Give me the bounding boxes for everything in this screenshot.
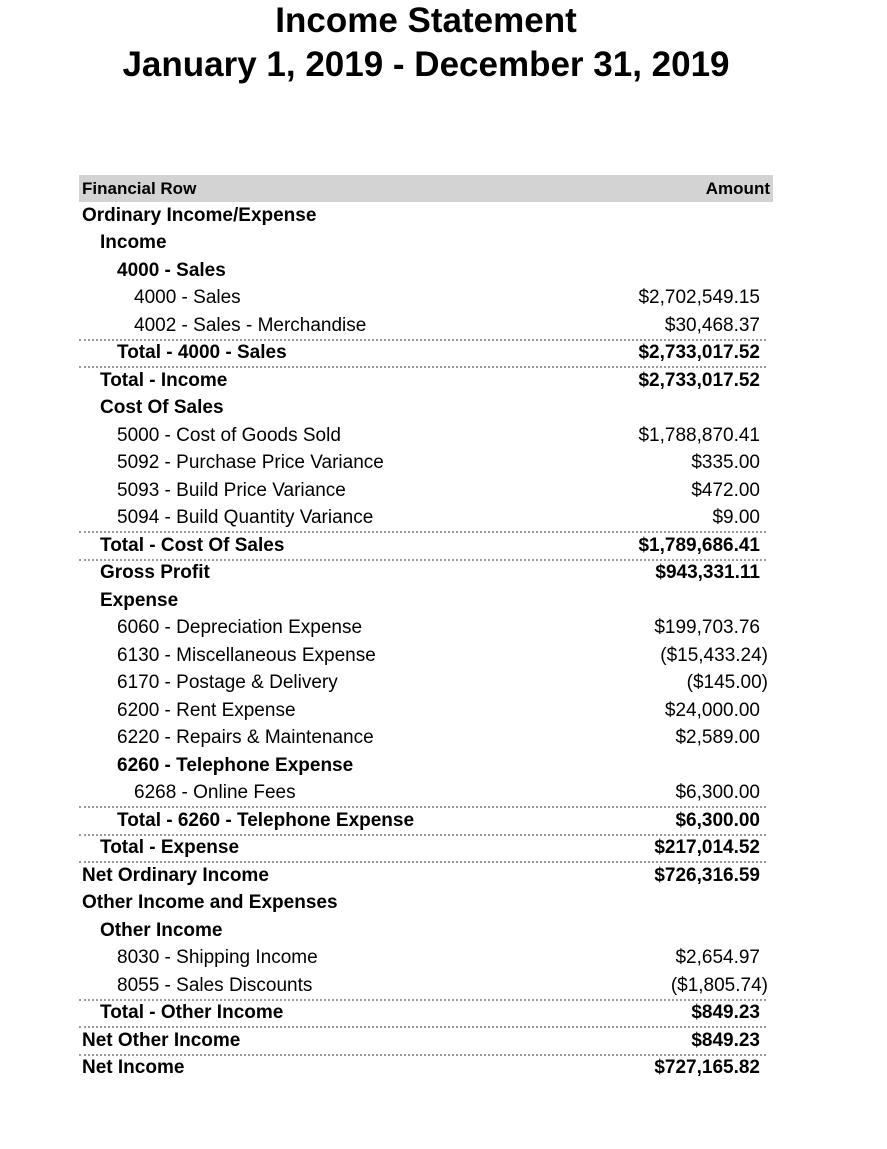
row-label: 6220 - Repairs & Maintenance bbox=[117, 727, 374, 749]
table-body bbox=[79, 202, 773, 1082]
row-amount: $6,300.00 bbox=[675, 782, 760, 804]
row-amount: $24,000.00 bbox=[664, 699, 760, 721]
row-amount: $30,468.37 bbox=[664, 314, 760, 336]
row-label: Total - 6260 - Telephone Expense bbox=[117, 809, 415, 831]
row-amount: $217,014.52 bbox=[654, 837, 760, 859]
table-row bbox=[79, 1027, 773, 1055]
row-label: Expense bbox=[100, 589, 179, 611]
row-label: 4000 - Sales bbox=[117, 259, 226, 281]
table-row bbox=[79, 670, 773, 698]
row-amount: ($1,805.74) bbox=[670, 974, 768, 996]
table-row bbox=[79, 560, 773, 588]
report-title: Income Statement bbox=[275, 1, 577, 40]
row-label: Gross Profit bbox=[100, 562, 210, 584]
table-row bbox=[79, 890, 773, 918]
table-row bbox=[79, 945, 773, 973]
row-label: 6170 - Postage & Delivery bbox=[117, 672, 338, 694]
table-row bbox=[79, 615, 773, 643]
table-row bbox=[79, 505, 773, 533]
column-header-financial-row: Financial Row bbox=[82, 178, 197, 198]
table-header bbox=[79, 175, 773, 202]
row-amount: $2,733,017.52 bbox=[638, 369, 760, 391]
row-label: 5000 - Cost of Goods Sold bbox=[117, 424, 341, 446]
row-amount: $199,703.76 bbox=[654, 617, 760, 639]
row-label: Other Income bbox=[100, 919, 223, 941]
row-label: Net Ordinary Income bbox=[82, 864, 269, 886]
table-row bbox=[79, 395, 773, 423]
table-row bbox=[79, 807, 773, 835]
row-label: Total - 4000 - Sales bbox=[117, 342, 287, 364]
row-amount: $2,702,549.15 bbox=[638, 287, 760, 309]
row-label: 6268 - Online Fees bbox=[134, 782, 296, 804]
row-amount: $2,654.97 bbox=[675, 947, 760, 969]
table-row bbox=[79, 917, 773, 945]
table-row bbox=[79, 780, 773, 808]
row-label: 5092 - Purchase Price Variance bbox=[117, 452, 384, 474]
row-label: 6060 - Depreciation Expense bbox=[117, 617, 363, 639]
row-label: 4002 - Sales - Merchandise bbox=[134, 314, 367, 336]
row-label: Total - Cost Of Sales bbox=[100, 534, 285, 556]
table-row bbox=[79, 835, 773, 863]
row-label: Other Income and Expenses bbox=[82, 892, 338, 914]
row-label: 4000 - Sales bbox=[134, 287, 241, 309]
row-amount: $849.23 bbox=[691, 1002, 760, 1024]
row-label: Total - Other Income bbox=[100, 1002, 284, 1024]
row-label: 8055 - Sales Discounts bbox=[117, 974, 313, 996]
report-period: January 1, 2019 - December 31, 2019 bbox=[122, 45, 730, 84]
row-amount: $472.00 bbox=[691, 479, 760, 501]
table-row bbox=[79, 257, 773, 285]
row-amount: $335.00 bbox=[691, 452, 760, 474]
table-row bbox=[79, 422, 773, 450]
table-row bbox=[79, 450, 773, 478]
row-label: Cost Of Sales bbox=[100, 397, 224, 419]
row-label: Total - Income bbox=[100, 369, 228, 391]
table-row bbox=[79, 477, 773, 505]
table-row bbox=[79, 587, 773, 615]
table-row bbox=[79, 752, 773, 780]
table-row bbox=[79, 1000, 773, 1028]
table-row bbox=[79, 862, 773, 890]
row-label: 5093 - Build Price Variance bbox=[117, 479, 346, 501]
row-amount: $1,789,686.41 bbox=[638, 534, 760, 556]
row-label: 5094 - Build Quantity Variance bbox=[117, 507, 374, 529]
row-amount: ($145.00) bbox=[686, 672, 768, 694]
row-label: 6130 - Miscellaneous Expense bbox=[117, 644, 376, 666]
income-statement-table bbox=[79, 175, 773, 1082]
row-amount: ($15,433.24) bbox=[660, 644, 768, 666]
row-amount: $2,733,017.52 bbox=[638, 342, 760, 364]
table-row bbox=[79, 697, 773, 725]
row-label: Ordinary Income/Expense bbox=[82, 204, 317, 226]
row-amount: $6,300.00 bbox=[675, 809, 760, 831]
row-amount: $726,316.59 bbox=[654, 864, 760, 886]
row-label: Net Income bbox=[82, 1057, 185, 1079]
row-amount: $849.23 bbox=[691, 1029, 760, 1051]
table-row bbox=[79, 972, 773, 1000]
table-row bbox=[79, 230, 773, 258]
row-amount: $9.00 bbox=[712, 507, 760, 529]
table-row bbox=[79, 202, 773, 230]
row-label: Total - Expense bbox=[100, 837, 240, 859]
row-amount: $943,331.11 bbox=[655, 562, 760, 584]
row-amount: $1,788,870.41 bbox=[638, 424, 760, 446]
table-row bbox=[79, 312, 773, 340]
column-header-amount: Amount bbox=[705, 178, 770, 198]
table-row bbox=[79, 285, 773, 313]
table-row bbox=[79, 532, 773, 560]
row-label: 6200 - Rent Expense bbox=[117, 699, 296, 721]
row-label: Income bbox=[100, 232, 167, 254]
table-row bbox=[79, 1055, 773, 1083]
table-row bbox=[79, 367, 773, 395]
row-label: Net Other Income bbox=[82, 1029, 241, 1051]
table-row bbox=[79, 642, 773, 670]
table-row bbox=[79, 340, 773, 368]
row-label: 6260 - Telephone Expense bbox=[117, 754, 354, 776]
row-amount: $727,165.82 bbox=[654, 1057, 760, 1079]
table-row bbox=[79, 725, 773, 753]
row-label: 8030 - Shipping Income bbox=[117, 947, 318, 969]
row-amount: $2,589.00 bbox=[675, 727, 760, 749]
